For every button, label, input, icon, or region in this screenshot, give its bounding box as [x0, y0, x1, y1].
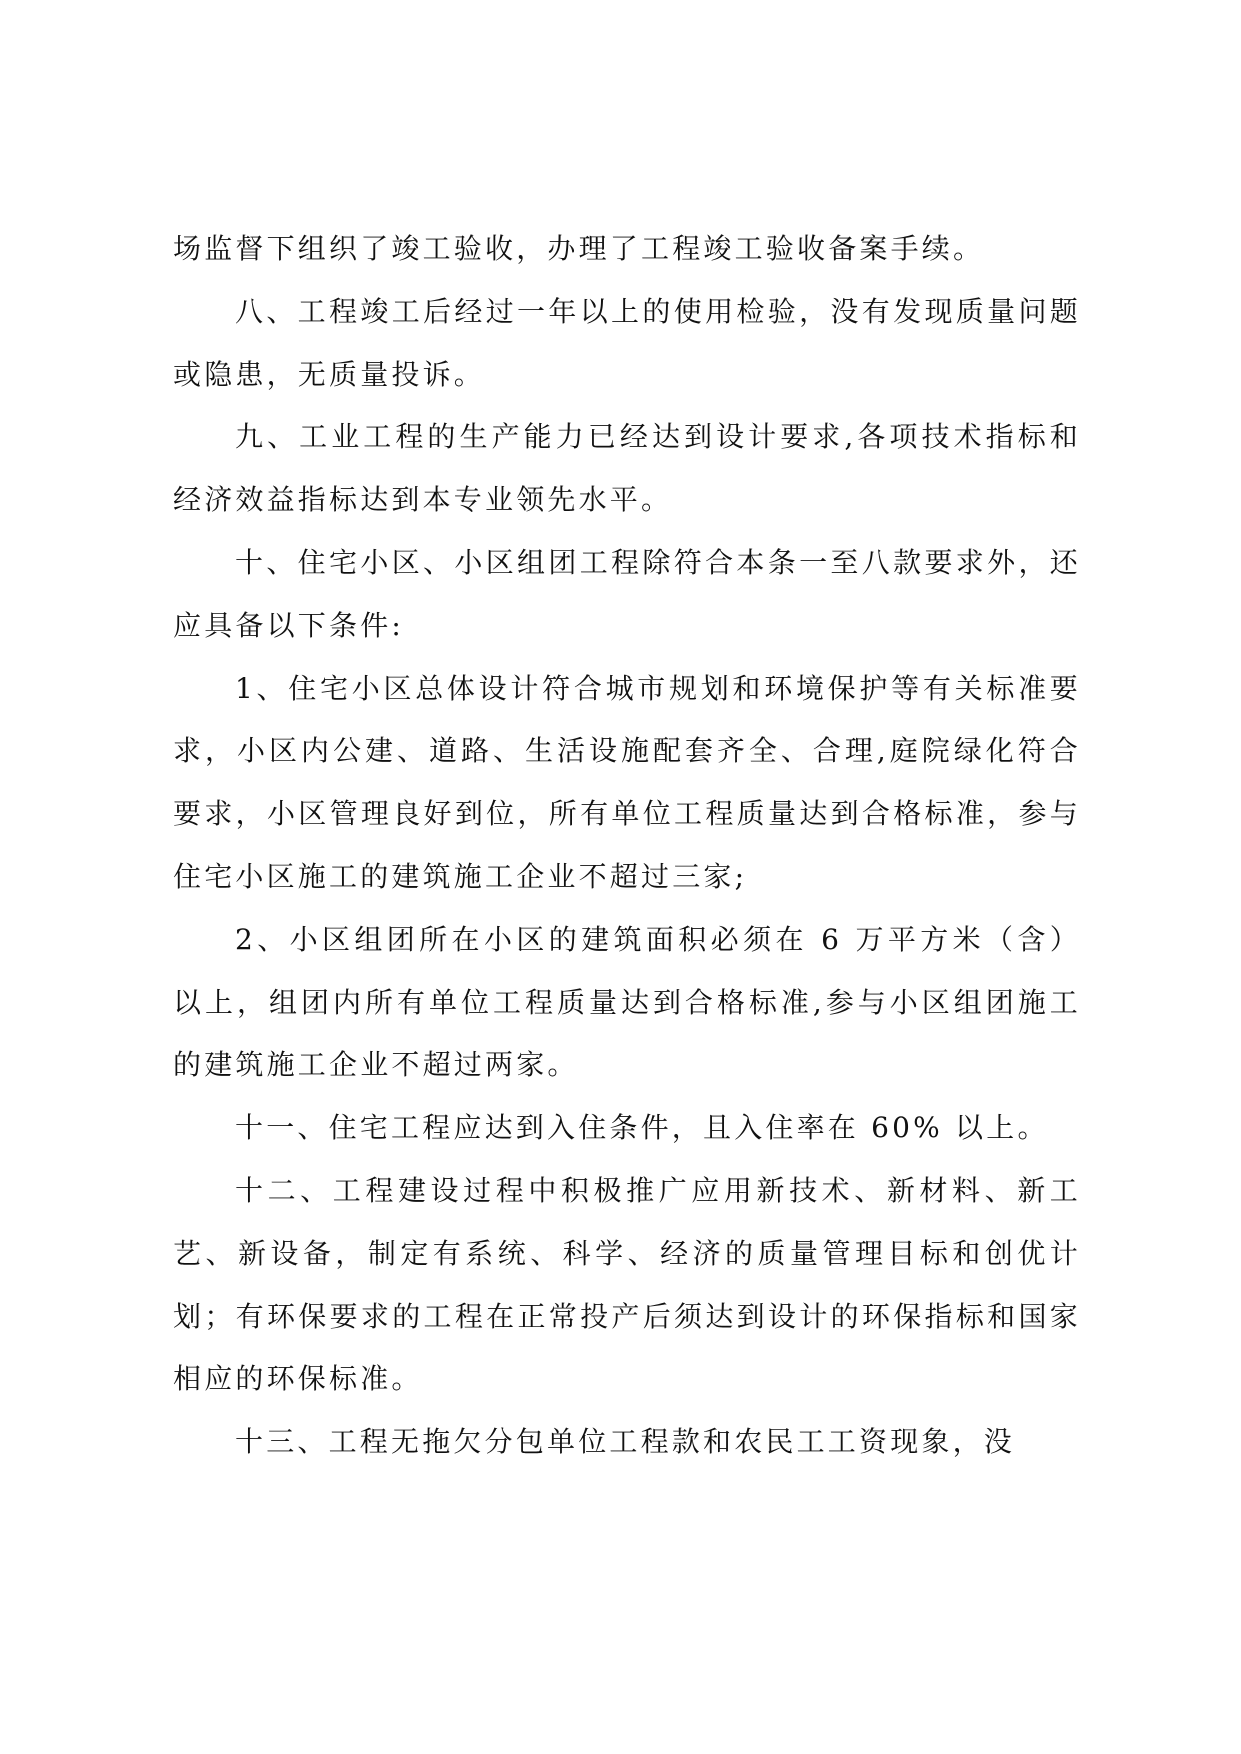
paragraph-item-10-sub-1: 1、住宅小区总体设计符合城市规划和环境保护等有关标准要求，小区内公建、道路、生活设施配套齐全、合理,庭院绿化符合要求，小区管理良好到位，所有单位工程质量达到合格标准，参与住宅小区施工的建筑施工企业不超过三家; [173, 671, 1081, 893]
paragraph-item-10: 十、住宅小区、小区组团工程除符合本条一至八款要求外，还应具备以下条件: [173, 545, 1081, 642]
paragraph-item-11: 十一、住宅工程应达到入住条件，且入住率在 60% 以上。 [235, 1111, 1049, 1145]
paragraph-item-9: 九、工业工程的生产能力已经达到设计要求,各项技术指标和经济效益指标达到本专业领先水平。 [173, 420, 1081, 517]
paragraph-item-10-sub-2: 2、小区组团所在小区的建筑面积必须在 6 万平方米（含）以上，组团内所有单位工程质量达到合格标准,参与小区组团施工的建筑施工企业不超过两家。 [173, 922, 1081, 1082]
document-body [173, 218, 1081, 1474]
paragraph-continuation: 场监督下组织了竣工验收，办理了工程竣工验收备案手续。 [173, 232, 985, 265]
paragraph-item-13: 十三、工程无拖欠分包单位工程款和农民工工资现象，没 [235, 1425, 1016, 1459]
paragraph-item-8: 八、工程竣工后经过一年以上的使用检验，没有发现质量问题或隐患，无质量投诉。 [173, 294, 1081, 391]
paragraph-item-12: 十二、工程建设过程中积极推广应用新技术、新材料、新工艺、新设备，制定有系统、科学、经济的质量管理目标和创优计划；有环保要求的工程在正常投产后须达到设计的环保指标和国家相应的环保标准。 [173, 1173, 1081, 1396]
